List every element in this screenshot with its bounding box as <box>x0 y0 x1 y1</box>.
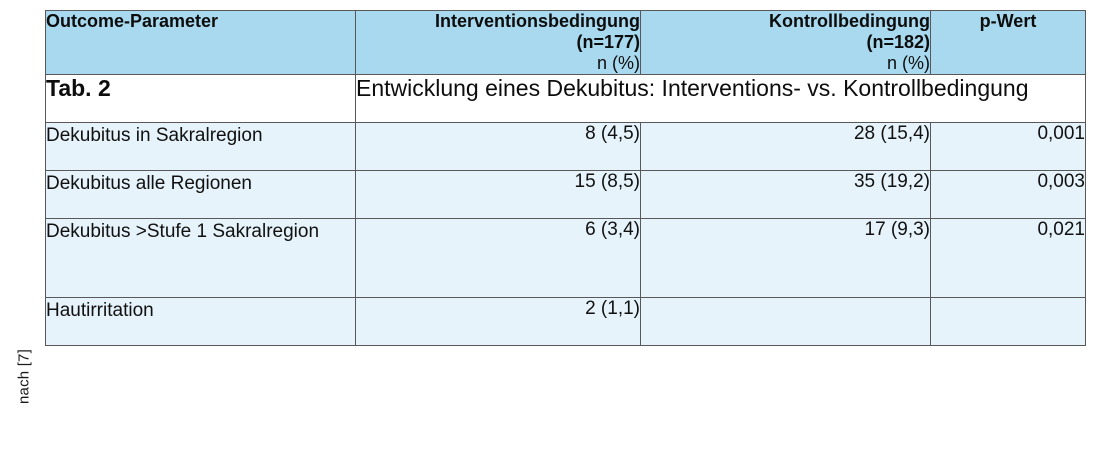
cell-pvalue: 0,001 <box>931 123 1086 171</box>
cell-pvalue: 0,021 <box>931 219 1086 298</box>
cell-intervention: 8 (4,5) <box>356 123 641 171</box>
cell-control: 28 (15,4) <box>641 123 931 171</box>
table-container <box>45 10 1085 346</box>
header-intervention-line1: Interventionsbedingung <box>435 11 640 31</box>
header-outcome-parameter: Outcome-Parameter <box>46 11 356 75</box>
table-title-row <box>46 75 1086 123</box>
header-p-value: p-Wert <box>931 11 1086 75</box>
cell-control: 17 (9,3) <box>641 219 931 298</box>
header-control-line3: n (%) <box>886 53 930 73</box>
data-table <box>45 10 1086 346</box>
table-row <box>46 219 1086 298</box>
cell-outcome: Dekubitus >Stufe 1 Sakralregion <box>46 219 356 298</box>
table-row <box>46 171 1086 219</box>
header-control-line1: Kontrollbedingung <box>769 11 930 31</box>
table-number: Tab. 2 <box>46 75 356 123</box>
header-intervention <box>356 11 641 75</box>
header-intervention-line3: n (%) <box>596 53 640 73</box>
header-intervention-line2: (n=177) <box>576 32 640 52</box>
cell-pvalue <box>931 298 1086 346</box>
source-note: nach [7] <box>15 349 33 404</box>
table-header-row <box>46 11 1086 75</box>
cell-intervention: 15 (8,5) <box>356 171 641 219</box>
cell-outcome: Hautirritation <box>46 298 356 346</box>
cell-control <box>641 298 931 346</box>
table-caption: Entwicklung eines Dekubitus: Interventions- vs. Kontrollbedingung <box>356 75 1086 123</box>
table-row <box>46 123 1086 171</box>
cell-intervention: 6 (3,4) <box>356 219 641 298</box>
table-row <box>46 298 1086 346</box>
cell-pvalue: 0,003 <box>931 171 1086 219</box>
cell-outcome: Dekubitus in Sakralregion <box>46 123 356 171</box>
header-control <box>641 11 931 75</box>
table-body <box>46 123 1086 346</box>
cell-intervention: 2 (1,1) <box>356 298 641 346</box>
cell-control: 35 (19,2) <box>641 171 931 219</box>
header-control-line2: (n=182) <box>866 32 930 52</box>
cell-outcome: Dekubitus alle Regionen <box>46 171 356 219</box>
